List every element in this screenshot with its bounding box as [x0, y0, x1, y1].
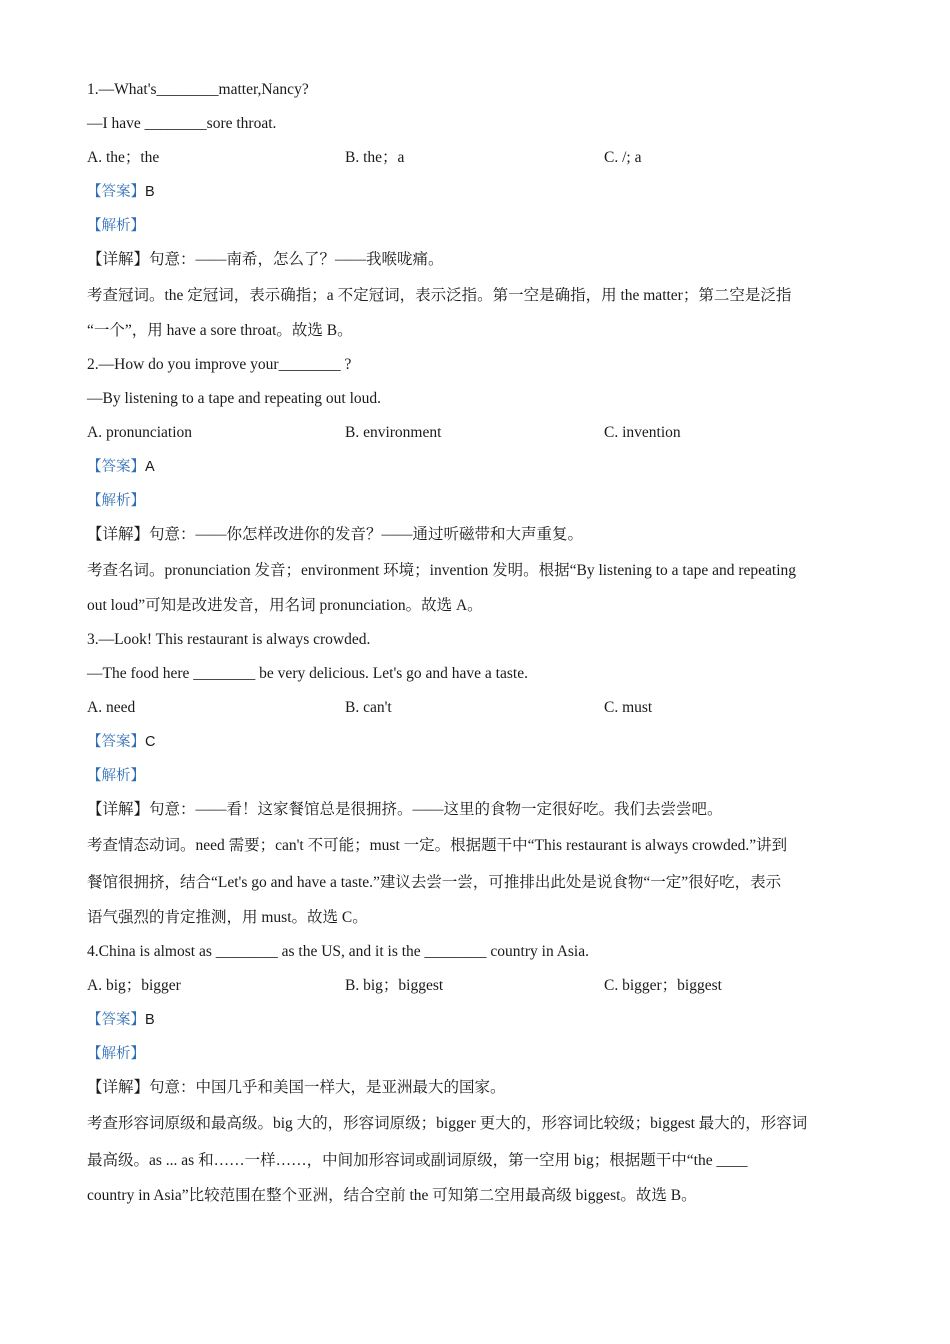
- option-b: B. environment: [345, 424, 442, 441]
- answer-value: A: [145, 459, 155, 475]
- option-c: C. invention: [604, 424, 681, 441]
- question-stem-line: —By listening to a tape and repeating out loud.: [87, 390, 382, 407]
- answer-label: 【答案】: [87, 459, 145, 475]
- explanation-line: 考查情态动词。need 需要；can't 不可能；must 一定。根据题干中“This restaurant is always crowded.”讲到: [87, 837, 788, 854]
- option-b: B. big；biggest: [345, 977, 444, 994]
- analysis-line: [87, 484, 877, 518]
- answer-label: 【答案】: [87, 184, 145, 200]
- option-a: A. need: [87, 699, 136, 716]
- question-stem-line: —The food here ________ be very delicious. Let's go and have a taste.: [87, 665, 528, 682]
- question-stem-line: —I have ________sore throat.: [87, 115, 277, 132]
- option-c: C. bigger；biggest: [604, 977, 722, 994]
- detail-label: 【详解】: [87, 1079, 150, 1096]
- question-1: [87, 73, 877, 348]
- question-4: [87, 935, 877, 1213]
- explanation-line: out loud”可知是改进发音，用名词 pronunciation。故选 A。: [87, 597, 483, 614]
- explanation-line: 考查形容词原级和最高级。big 大的，形容词原级；bigger 更大的，形容词比较级；biggest 最大的，形容词: [87, 1115, 808, 1132]
- analysis-label: 【解析】: [87, 493, 145, 509]
- analysis-label: 【解析】: [87, 218, 145, 234]
- option-a: A. pronunciation: [87, 424, 193, 441]
- question-2: [87, 348, 877, 623]
- options-row: [87, 141, 877, 175]
- detail-text: 句意：——你怎样改进你的发音？——通过听磁带和大声重复。: [149, 526, 584, 543]
- answer-line: [87, 175, 877, 209]
- answer-value: B: [145, 184, 155, 200]
- answer-line: [87, 725, 877, 759]
- analysis-line: [87, 1037, 877, 1071]
- question-stem-line: 3.—Look! This restaurant is always crowded.: [87, 631, 371, 648]
- detail-line: [87, 1071, 877, 1105]
- option-c: C. must: [604, 699, 653, 716]
- detail-label: 【详解】: [87, 251, 150, 268]
- detail-label: 【详解】: [87, 526, 150, 543]
- option-a: A. big；bigger: [87, 977, 181, 994]
- explanation-line: “一个”，用 have a sore throat。故选 B。: [87, 322, 353, 339]
- question-stem-line: 1.—What's________matter,Nancy?: [87, 81, 309, 98]
- options-row: [87, 416, 877, 450]
- question-stem-line: 2.—How do you improve your________ ?: [87, 356, 352, 373]
- explanation-line: 考查冠词。the 定冠词，表示确指；a 不定冠词，表示泛指。第一空是确指，用 the matter；第二空是泛指: [87, 287, 792, 304]
- option-a: A. the；the: [87, 149, 160, 166]
- detail-text: 句意：——南希，怎么了？——我喉咙痛。: [149, 251, 444, 268]
- detail-line: [87, 793, 877, 827]
- exam-page: [87, 73, 877, 1213]
- option-b: B. the；a: [345, 149, 405, 166]
- answer-label: 【答案】: [87, 734, 145, 750]
- option-b: B. can't: [345, 699, 392, 716]
- explanation-line: 最高级。as ... as 和……一样……，中间加形容词或副词原级，第一空用 big；根据题干中“the ____: [87, 1152, 748, 1169]
- answer-label: 【答案】: [87, 1012, 145, 1028]
- answer-line: [87, 1003, 877, 1037]
- answer-line: [87, 450, 877, 484]
- detail-text: 句意：——看！这家餐馆总是很拥挤。——这里的食物一定很好吃。我们去尝尝吧。: [149, 801, 723, 818]
- detail-line: [87, 518, 877, 552]
- detail-text: 句意：中国几乎和美国一样大，是亚洲最大的国家。: [149, 1079, 506, 1096]
- answer-value: B: [145, 1012, 155, 1028]
- explanation-line: 考查名词。pronunciation 发音；environment 环境；invention 发明。根据“By listening to a tape and repeating: [87, 562, 797, 579]
- explanation-line: 餐馆很拥挤，结合“Let's go and have a taste.”建议去尝一尝，可推排出此处是说食物“一定”很好吃，表示: [87, 874, 782, 891]
- options-row: [87, 969, 877, 1003]
- explanation-line: country in Asia”比较范围在整个亚洲，结合空前 the 可知第二空用最高级 biggest。故选 B。: [87, 1187, 697, 1204]
- detail-label: 【详解】: [87, 801, 150, 818]
- analysis-label: 【解析】: [87, 768, 145, 784]
- explanation-line: 语气强烈的肯定推测，用 must。故选 C。: [87, 909, 368, 926]
- answer-value: C: [145, 734, 156, 750]
- analysis-label: 【解析】: [87, 1046, 145, 1062]
- analysis-line: [87, 759, 877, 793]
- option-c: C. /; a: [604, 149, 642, 166]
- question-3: [87, 623, 877, 935]
- options-row: [87, 691, 877, 725]
- detail-line: [87, 243, 877, 277]
- analysis-line: [87, 209, 877, 243]
- question-stem-line: 4.China is almost as ________ as the US, and it is the ________ country in Asia.: [87, 943, 589, 960]
